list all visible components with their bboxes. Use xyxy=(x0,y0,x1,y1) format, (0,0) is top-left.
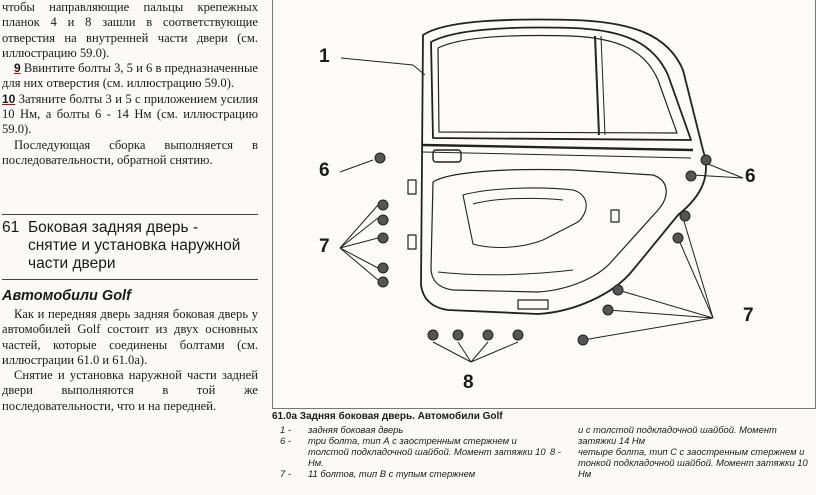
bolt-icon xyxy=(686,171,696,181)
section-title-line2: снятие и установка наружной xyxy=(28,237,241,254)
bolt-icon xyxy=(378,200,388,210)
bolt-icon xyxy=(375,153,385,163)
door-illustration xyxy=(272,0,816,409)
paragraph-reassembly: Последующая сборка выполняется в последовательности, обратной снятию. xyxy=(2,137,258,167)
bolt-icon xyxy=(378,277,388,287)
bolt-icon xyxy=(701,155,711,165)
subsection-heading: Автомобили Golf xyxy=(2,288,131,304)
caption-item: 7 - 11 болтов, тип В с тупым стержнем xyxy=(280,468,476,479)
bolt-icon xyxy=(378,263,388,273)
bolt-icon xyxy=(680,211,690,221)
caption-item: и с толстой подкладочной шайбой. Момент затяжки 14 Нм xyxy=(578,424,777,446)
paragraph-continued: чтобы направляющие пальцы крепежных планок 4 и 8 зашли в соответствующие отверстия на внутренней части двери (см. иллюстрацию 59.0). xyxy=(2,0,258,60)
step-9 xyxy=(2,61,258,92)
bolt-icon xyxy=(613,285,623,295)
callout-8: 8 xyxy=(463,372,474,393)
section-title-line1: Боковая задняя дверь - xyxy=(28,219,199,236)
caption-col-left xyxy=(280,424,558,479)
door-outline xyxy=(421,20,706,314)
figure-caption xyxy=(272,411,814,479)
bolt-icon xyxy=(378,233,388,243)
bolt-icon xyxy=(603,305,613,315)
section-heading xyxy=(2,214,258,280)
step-9-text: Ввинтите болты 3, 5 и 6 в предназначенные для них отверстия (см. иллюстрацию 59.0). xyxy=(2,61,259,91)
caption-item: 1 - задняя боковая дверь xyxy=(280,424,404,435)
caption-title: 61.0а Задняя боковая дверь. Автомобили Golf xyxy=(272,411,503,422)
section-title-line3: части двери xyxy=(28,255,116,272)
subsection-body xyxy=(2,307,258,414)
caption-item: 6 - три болта, тип А с заостренным стержнем и толстой подкладочной шайбой. Момент затяжки 10 Нм. xyxy=(280,435,546,468)
left-text-column xyxy=(2,0,258,168)
step-10 xyxy=(2,92,258,138)
bolt-icon xyxy=(513,330,523,340)
callout-7-left: 7 xyxy=(319,236,330,257)
callout-1: 1 xyxy=(319,46,330,67)
bolt-icon xyxy=(378,215,388,225)
step-10-number: 10 xyxy=(2,91,16,106)
bolt-icons xyxy=(375,153,711,345)
bolt-icon xyxy=(483,330,493,340)
bolt-icon xyxy=(578,335,588,345)
section-number: 61 xyxy=(2,219,20,236)
window-frame xyxy=(431,28,691,140)
subsection-paragraph-1: Как и передняя дверь задняя боковая дверь у автомобилей Golf состоит из двух основных частей, которые соединены болтами (см. иллюстрации 61.0 и 61.0а). xyxy=(2,307,258,367)
door-drawing xyxy=(273,0,815,408)
step-9-number: 9 xyxy=(14,61,21,76)
caption-item: 8 - четыре болта, тип С с заостренным стержнем и тонкой подкладочной шайбой. Момент затяжки 10 Нм xyxy=(550,446,808,479)
callout-6-left: 6 xyxy=(319,160,330,181)
bolt-icon xyxy=(428,330,438,340)
subsection-paragraph-2: Снятие и установка наружной части задней двери выполняются в той же последовательности, что и на передней. xyxy=(2,368,258,413)
callout-7-right: 7 xyxy=(743,305,754,326)
callout-6-right: 6 xyxy=(745,166,756,187)
step-10-text: Затяните болты 3 и 5 с приложением усилия 10 Нм, а болты 6 - 14 Нм (см. иллюстрацию 59.0). xyxy=(2,91,258,137)
bolt-icon xyxy=(453,330,463,340)
bolt-icon xyxy=(673,233,683,243)
caption-col-right xyxy=(550,424,812,479)
